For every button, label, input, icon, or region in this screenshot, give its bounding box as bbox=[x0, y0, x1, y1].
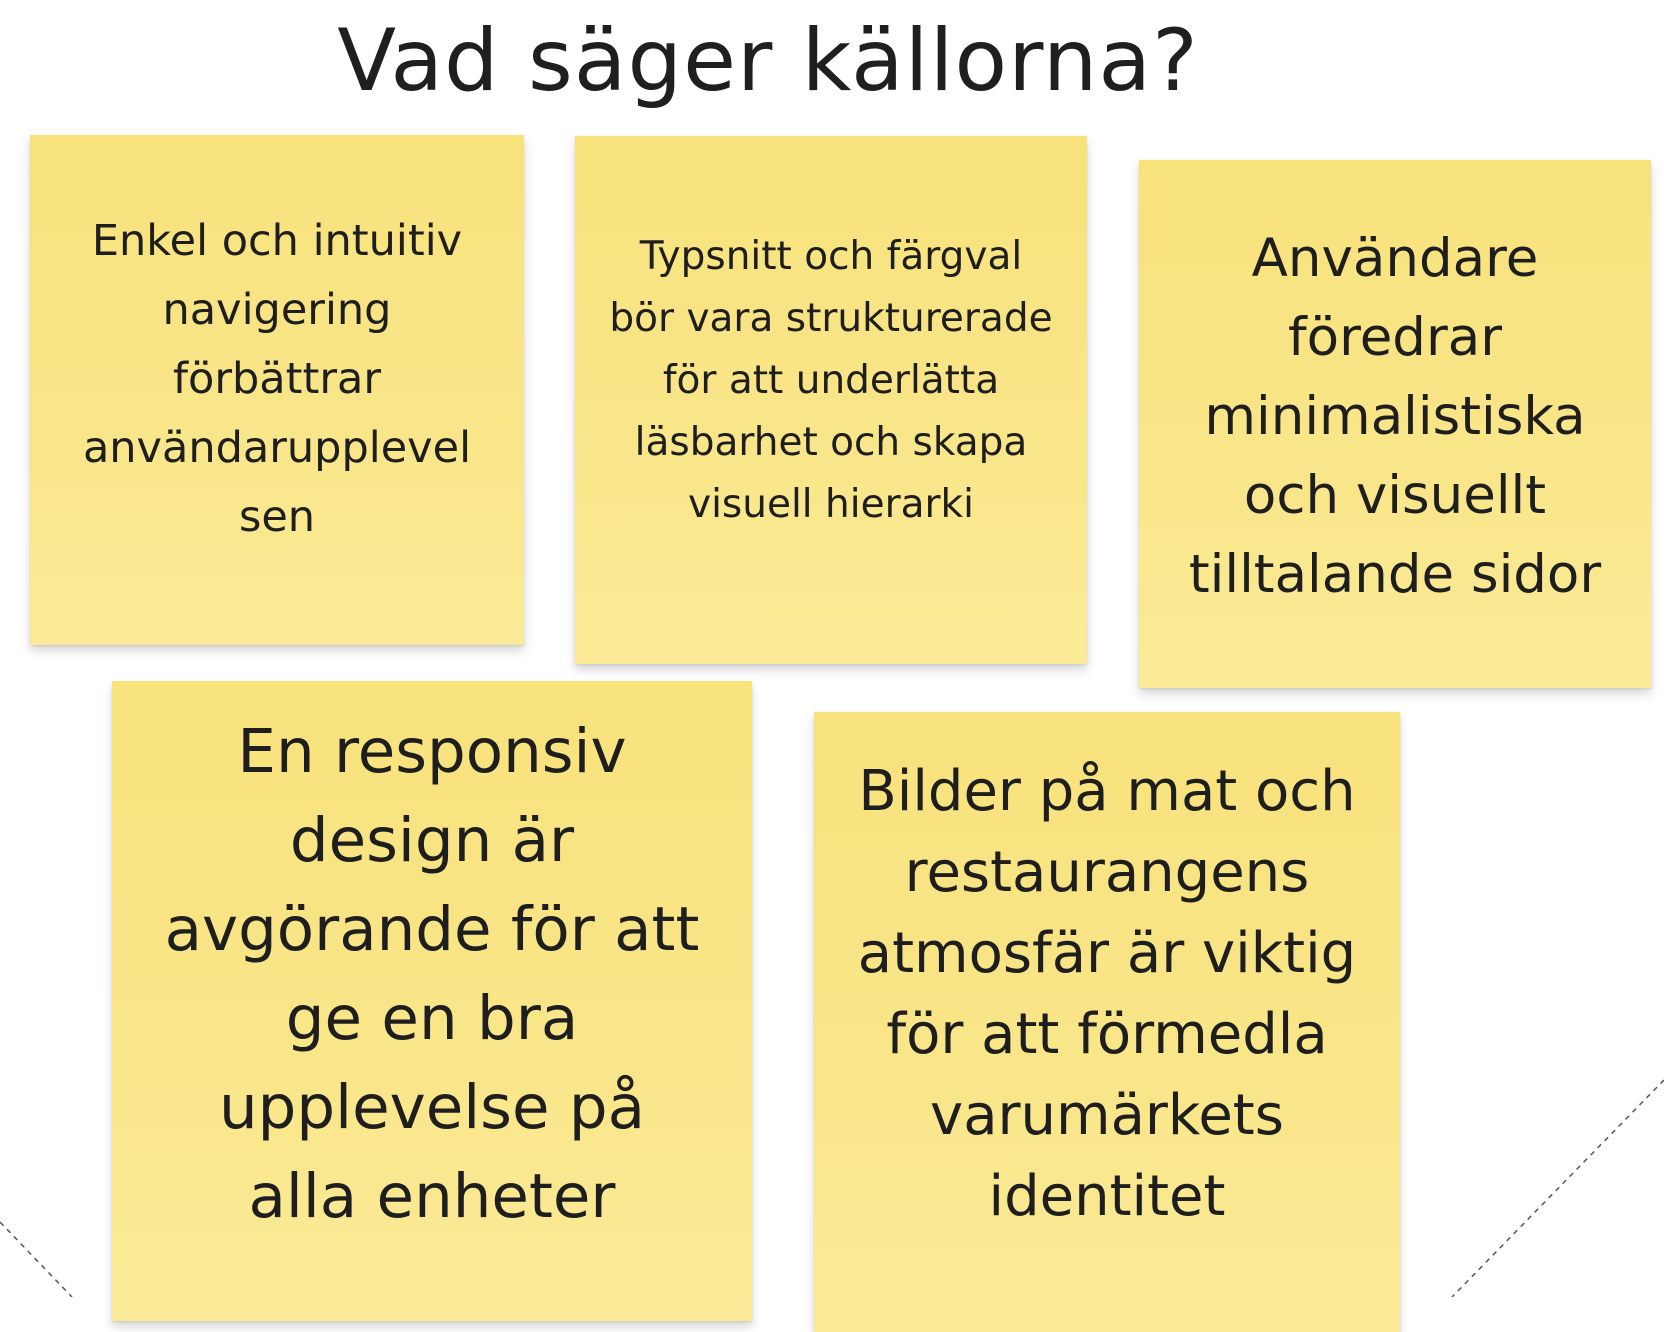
sticky-note-text: Typsnitt och färgval bör vara strukturerade för att underlätta läsbarhet och skapa visuell hierarki bbox=[609, 234, 1053, 527]
sticky-note-navigation[interactable] bbox=[30, 135, 524, 645]
dashed-guide-line-left bbox=[0, 1222, 72, 1297]
sticky-note-text: Användare föredrar minimalistiska och visuellt tilltalande sidor bbox=[1188, 227, 1602, 605]
sticky-note-text: Enkel och intuitiv navigering förbättrar användarupplevel sen bbox=[82, 215, 472, 542]
sticky-note-responsive[interactable] bbox=[112, 681, 752, 1321]
sticky-note-images[interactable] bbox=[814, 712, 1400, 1332]
page-title: Vad säger källorna? bbox=[337, 11, 1199, 111]
sticky-note-minimalism[interactable] bbox=[1139, 160, 1651, 688]
sticky-note-text: En responsiv design är avgörande för att ge en bra upplevelse på alla enheter bbox=[164, 716, 700, 1232]
sticky-note-text: Bilder på mat och restaurangens atmosfär är viktig för att förmedla varumärkets identitet bbox=[857, 759, 1357, 1229]
dashed-guide-line-right bbox=[1452, 1080, 1664, 1297]
sticky-note-typography[interactable] bbox=[575, 136, 1087, 664]
